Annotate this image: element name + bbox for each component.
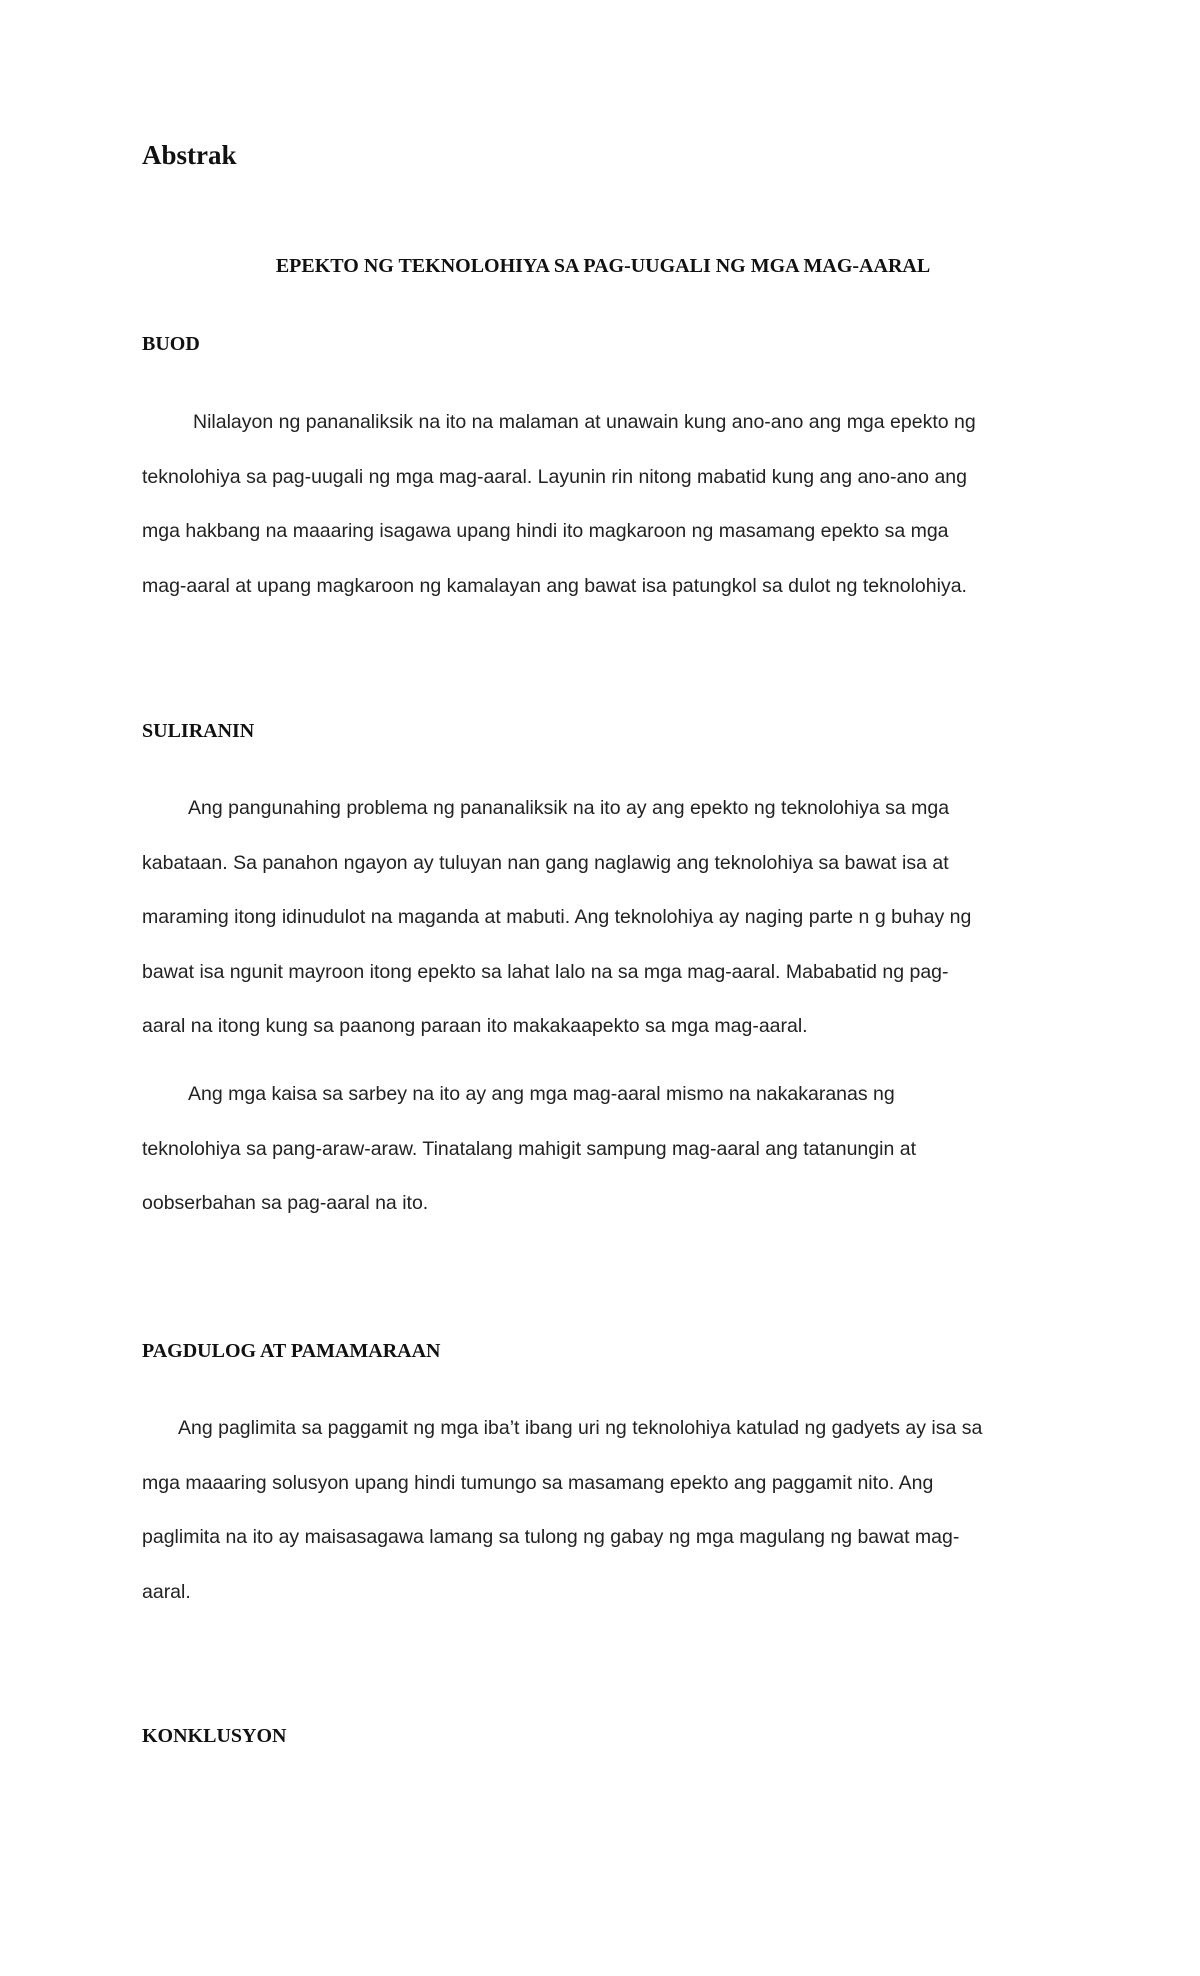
paragraph-pagdulog-1 — [142, 1401, 1072, 1619]
text-line: teknolohiya sa pag-uugali ng mga mag-aaral. Layunin rin nitong mabatid kung ang ano-ano ang — [142, 465, 967, 488]
text-line: mag-aaral at upang magkaroon ng kamalayan ang bawat isa patungkol sa dulot ng teknolohiya. — [142, 574, 967, 597]
text-line: aaral. — [142, 1580, 191, 1603]
text-line: maraming itong idinudulot na maganda at mabuti. Ang teknolohiya ay naging parte n g buhay ng — [142, 906, 972, 928]
text-line: bawat isa ngunit mayroon itong epekto sa lahat lalo na sa mga mag-aaral. Mababatid ng pag- — [142, 960, 949, 983]
text-line: teknolohiya sa pang-araw-araw. Tinatalang mahigit sampung mag-aaral ang tatanungin at — [142, 1137, 916, 1160]
text-line: paglimita na ito ay maisasagawa lamang sa tulong ng gabay ng mga magulang ng bawat mag- — [142, 1526, 960, 1548]
paragraph-suliranin-1 — [142, 781, 1072, 1054]
document-title: EPEKTO NG TEKNOLOHIYA SA PAG-UUGALI NG MGA MAG-AARAL — [275, 255, 931, 277]
section-heading-buod: BUOD — [142, 333, 200, 355]
text-line: Ang paglimita sa paggamit ng mga iba’t ibang uri ng teknolohiya katulad ng gadyets ay isa sa — [178, 1417, 983, 1439]
text-line: mga maaaring solusyon upang hindi tumungo sa masamang epekto ang paggamit nito. Ang — [142, 1471, 934, 1494]
text-line: Ang mga kaisa sa sarbey na ito ay ang mga mag-aaral mismo na nakakaranas ng — [188, 1083, 895, 1105]
text-line: kabataan. Sa panahon ngayon ay tuluyan nan gang naglawig ang teknolohiya sa bawat isa at — [142, 851, 949, 874]
text-line: oobserbahan sa pag-aaral na ito. — [142, 1192, 429, 1214]
text-line: mga hakbang na maaaring isagawa upang hindi ito magkaroon ng masamang epekto sa mga — [142, 520, 949, 542]
document-label: Abstrak — [142, 140, 237, 170]
paragraph-suliranin-2 — [142, 1067, 1072, 1231]
section-heading-suliranin: SULIRANIN — [142, 720, 255, 742]
text-line: Ang pangunahing problema ng pananaliksik na ito ay ang epekto ng teknolohiya sa mga — [188, 797, 950, 819]
paragraph-buod-1 — [142, 395, 1072, 613]
text-line: Nilalayon ng pananaliksik na ito na malaman at unawain kung ano-ano ang mga epekto ng — [193, 411, 976, 433]
section-heading-konklusyon: KONKLUSYON — [142, 1725, 287, 1747]
text-line: aaral na itong kung sa paanong paraan ito makakaapekto sa mga mag-aaral. — [142, 1015, 808, 1037]
section-heading-pagdulog: PAGDULOG AT PAMAMARAAN — [142, 1340, 441, 1362]
